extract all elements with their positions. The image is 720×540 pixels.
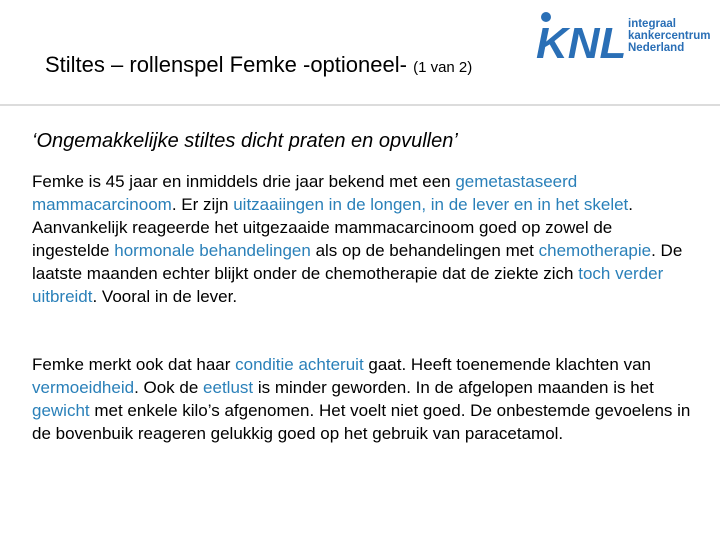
paragraph-2 <box>32 353 692 445</box>
p1-highlight-4: chemotherapie <box>538 241 652 260</box>
title-page-indicator: (1 van 2) <box>413 59 473 76</box>
p1-text-1: Femke is 45 jaar en inmiddels drie jaar bekend met een <box>32 172 456 191</box>
p2-text-2: gaat. Heeft toenemende klachten van <box>363 355 651 374</box>
p1-highlight-2: uitzaaiingen in de longen, in de lever en in het skelet <box>233 195 629 214</box>
p1-text-5: . De laatste maanden echter blijkt onder de chemotherapie dat de ziekte zich <box>32 241 683 283</box>
logo-line-2: kankercentrum <box>628 30 711 42</box>
p2-highlight-2: vermoeidheid <box>32 378 135 397</box>
title-main: Stiltes – rollenspel Femke -optioneel- <box>45 52 407 77</box>
p1-text-3: . Aanvankelijk reageerde het uitgezaaide mammacarcinoom goed op zowel de ingestelde <box>32 195 634 260</box>
p2-text-3: . Ook de <box>134 378 204 397</box>
logo-letters: KNL <box>536 19 627 68</box>
p2-highlight-4: gewicht <box>32 401 90 420</box>
paragraph-1 <box>32 170 692 308</box>
p1-highlight-1: gemetastaseerd mammacarcinoom <box>32 172 578 214</box>
p1-text-2: . Er zijn <box>171 195 234 214</box>
p1-highlight-5: toch verder uitbreidt <box>32 264 664 306</box>
p1-highlight-3: hormonale behandelingen <box>114 241 311 260</box>
p1-text-4: als op de behandelingen met <box>310 241 539 260</box>
p2-text-5: met enkele kilo’s afgenomen. Het voelt niet goed. De onbestemde gevoelens in de bovenbuik reageren gelukkig goed op het gebruik van paracetamol. <box>32 401 691 443</box>
logo-wordmark <box>628 18 710 54</box>
logo-line-1: integraal <box>628 18 676 30</box>
logo-line-3: Nederland <box>628 42 685 54</box>
header-divider <box>0 104 720 106</box>
slide-title <box>45 52 472 78</box>
p2-highlight-3: eetlust <box>203 378 254 397</box>
p1-text-6: . Vooral in de lever. <box>92 287 238 306</box>
p2-text-4: is minder geworden. In de afgelopen maanden is het <box>253 378 654 397</box>
slide-subtitle: ‘Ongemakkelijke stiltes dicht praten en opvullen’ <box>32 130 458 152</box>
p2-highlight-1: conditie achteruit <box>235 355 364 374</box>
p2-text-1: Femke merkt ook dat haar <box>32 355 236 374</box>
